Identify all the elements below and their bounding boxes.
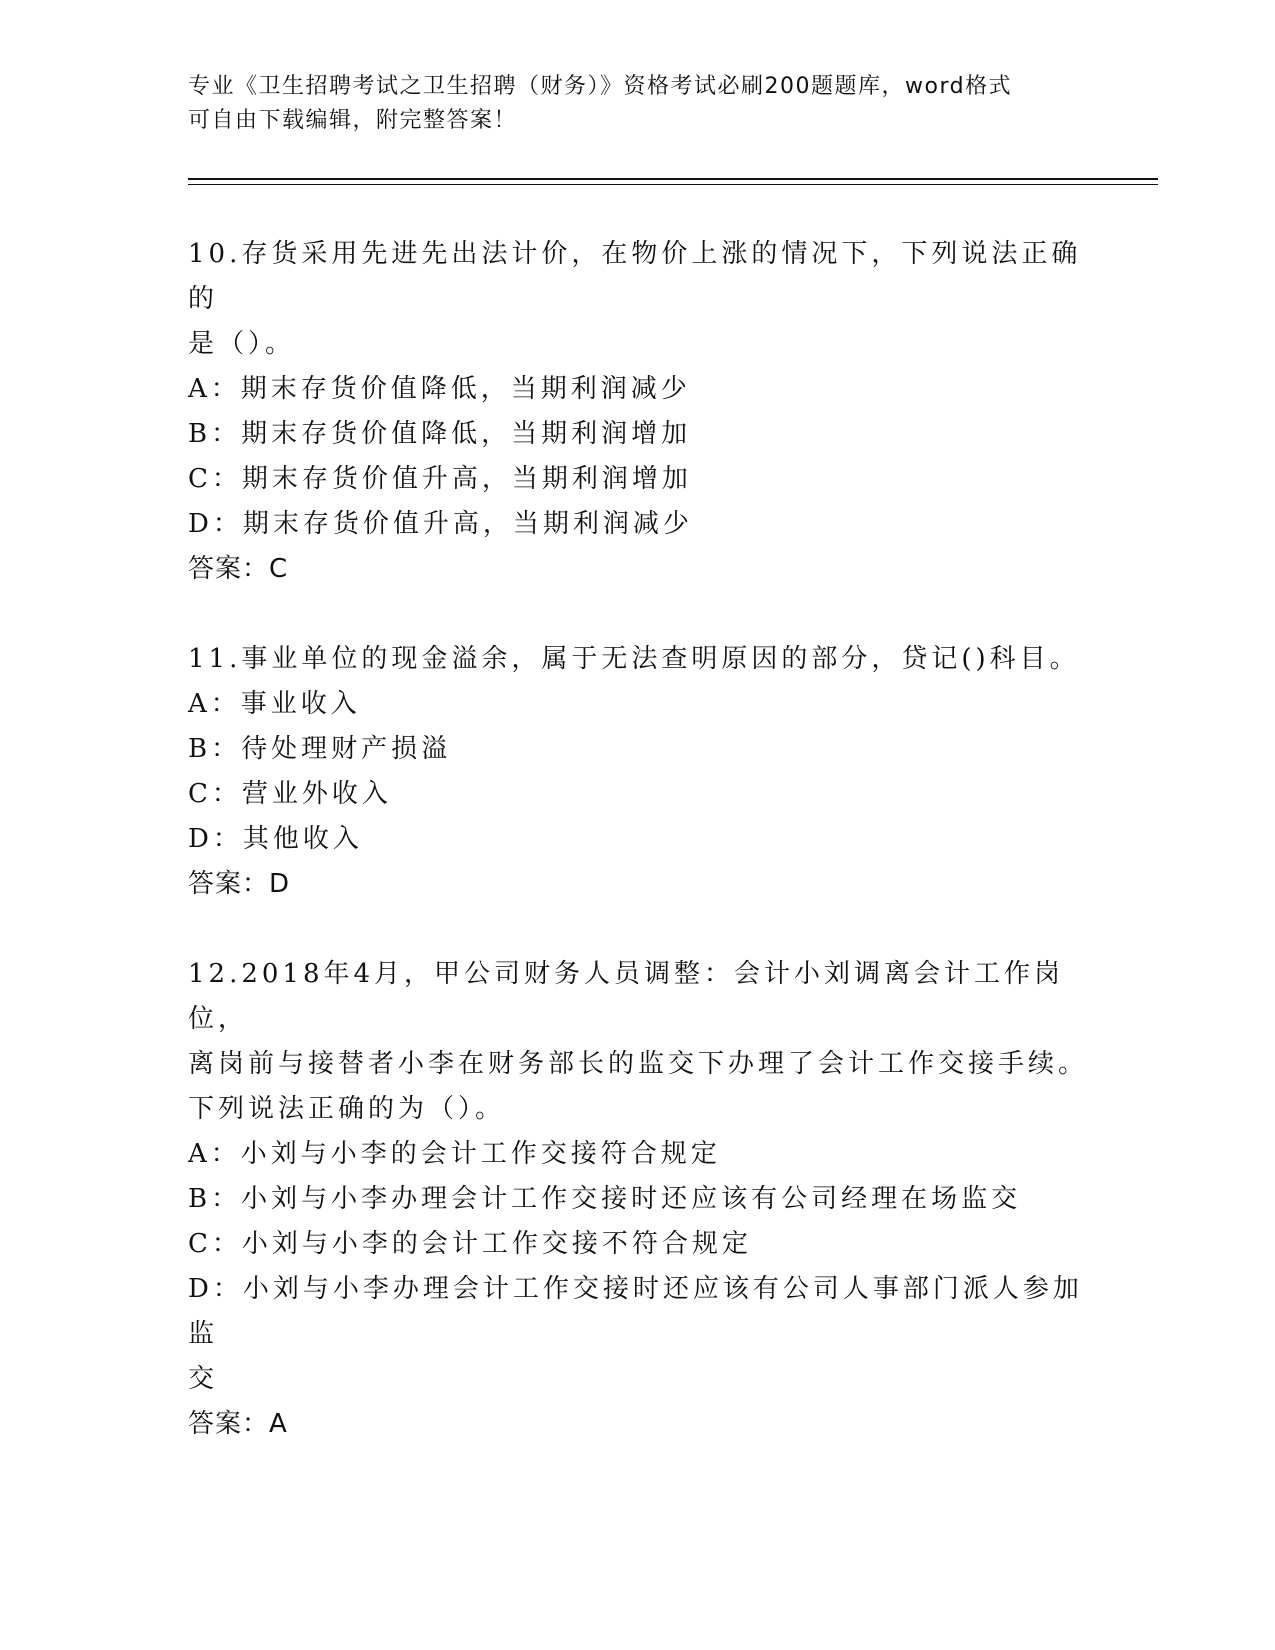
option-a: A：小刘与小李的会计工作交接符合规定 (188, 1139, 721, 1169)
question-list (188, 232, 1088, 1492)
option-c: C：期末存货价值升高，当期利润增加 (188, 464, 692, 494)
question-text: 12.2018年4月，甲公司财务人员调整：会计小刘调离会计工作岗位， (188, 959, 1065, 1034)
document-header (188, 70, 1068, 138)
option-b: B：小刘与小李办理会计工作交接时还应该有公司经理在场监交 (188, 1184, 1022, 1214)
option-a: A：期末存货价值降低，当期利润减少 (188, 374, 691, 404)
option-c: C：小刘与小李的会计工作交接不符合规定 (188, 1229, 752, 1259)
header-line-2: 可自由下载编辑，附完整答案！ (188, 108, 518, 133)
header-line-1: 专业《卫生招聘考试之卫生招聘（财务）》资格考试必刷200题题库，word格式 (188, 74, 1013, 99)
question-10 (188, 232, 1088, 592)
option-d: D：期末存货价值升高，当期利润减少 (188, 509, 693, 539)
option-a: A：事业收入 (188, 689, 361, 719)
question-text: 下列说法正确的为（）。 (188, 1094, 506, 1124)
question-11 (188, 637, 1088, 907)
option-d-continued: 交 (188, 1364, 219, 1394)
option-b: B：期末存货价值降低，当期利润增加 (188, 419, 692, 449)
answer: 答案：C (188, 554, 289, 584)
question-text: 11.事业单位的现金溢余，属于无法查明原因的部分，贷记()科目。 (188, 644, 1080, 674)
question-text: 离岗前与接替者小李在财务部长的监交下办理了会计工作交接手续。 (188, 1049, 1089, 1079)
answer: 答案：D (188, 869, 291, 899)
question-12 (188, 952, 1088, 1447)
header-divider-thick (188, 178, 1158, 180)
question-text: 是（）。 (188, 329, 296, 359)
header-divider-thin (188, 184, 1158, 185)
option-d: D：小刘与小李办理会计工作交接时还应该有公司人事部门派人参加监 (188, 1274, 1083, 1349)
option-c: C：营业外收入 (188, 779, 392, 809)
option-b: B：待处理财产损溢 (188, 734, 452, 764)
question-text: 10.存货采用先进先出法计价，在物价上涨的情况下，下列说法正确的 (188, 239, 1082, 314)
option-d: D：其他收入 (188, 824, 363, 854)
answer: 答案：A (188, 1409, 288, 1439)
